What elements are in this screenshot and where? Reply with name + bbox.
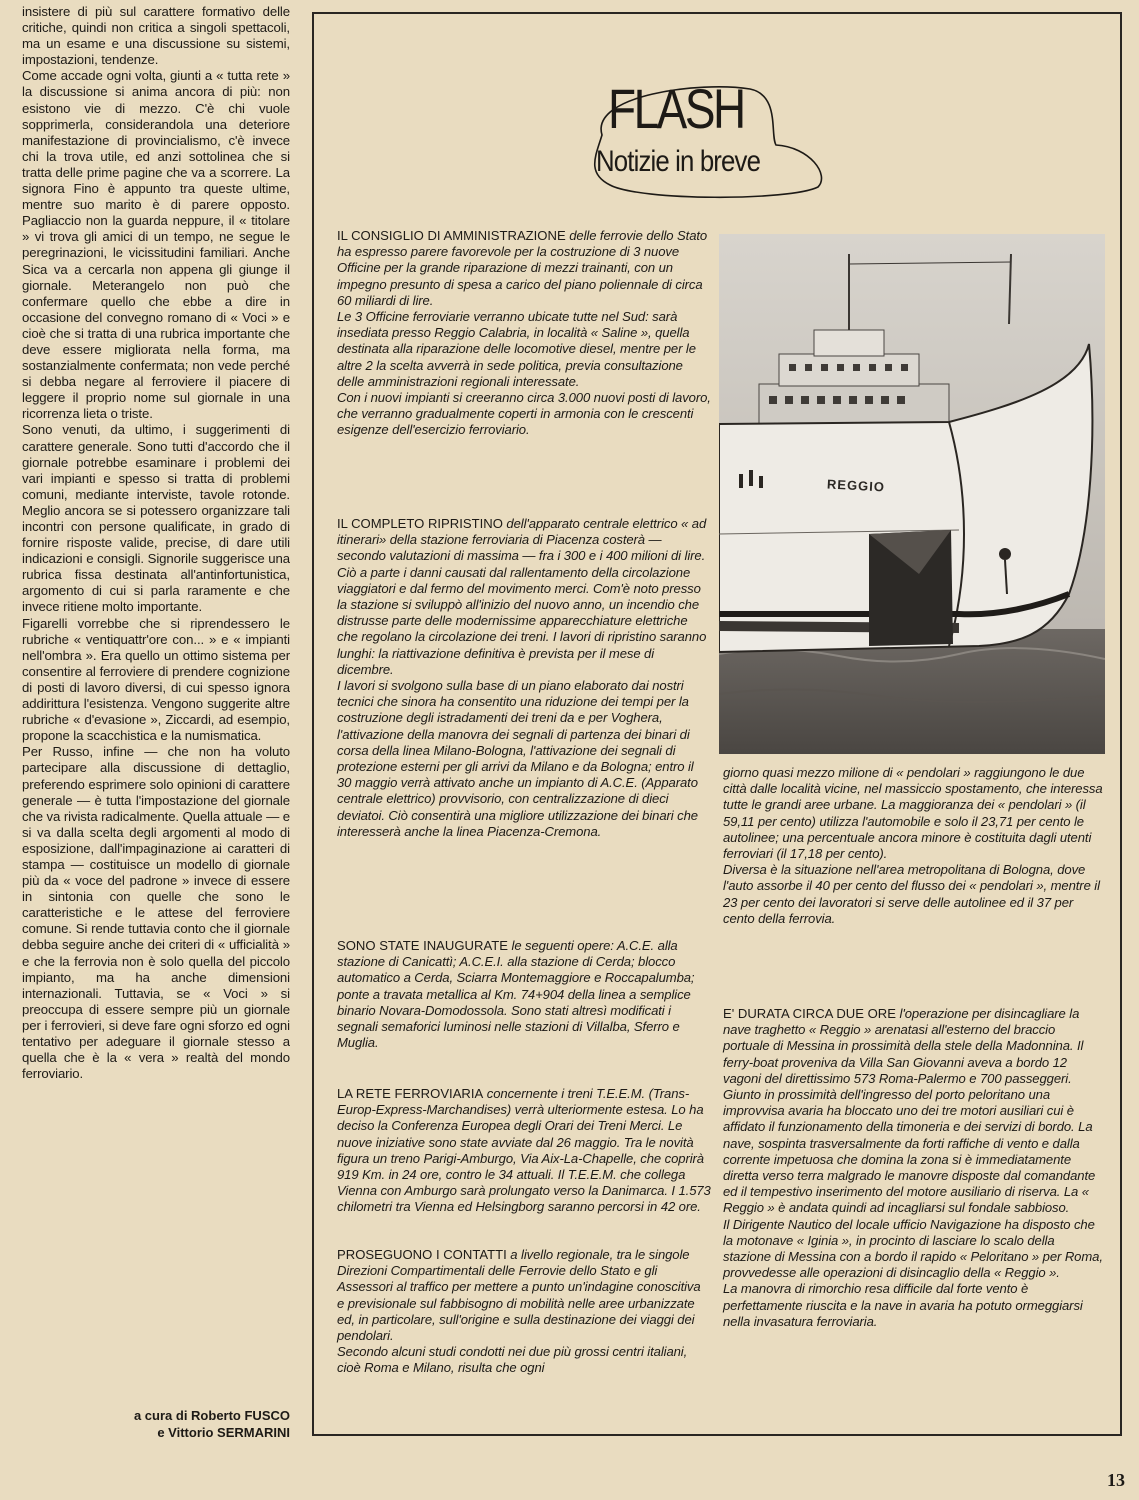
article-inaugurate: [337, 938, 711, 1051]
flash-title: FLASH: [608, 77, 744, 140]
left-paragraph: Figarelli vorrebbe che si riprendessero le rubriche « ventiquattr'ore con... » e « impianti nell'ombra ». Era quello un ottimo sistema per consentire al ferroviere di prendere cognizione di posti di lavoro diversi, di cui spesso ignora addirittura l'esistenza. Vengono suggerite altre rubriche « d'evasione », Ziccardi, ad esempio, propone la scacchistica e la numismatica.: [22, 615, 290, 744]
article-paragraph: La manovra di rimorchio resa difficile dal forte vento è perfettamente riuscita e la nave in avaria ha potuto ormeggiarsi nella invasatura ferroviaria.: [723, 1281, 1083, 1329]
ferry-photo: [719, 234, 1105, 754]
article-text: a livello regionale, tra le singole Direzioni Compartimentali delle Ferrovie dello Stato e gli Assessori al traffico per mettere a punto un'indagine conoscitiva e previsionale sul fabbisogno di mobilità nelle aree urbanizzate ed, in particolare, sull'origine e sulla destinazione dei viaggi dei pendolari.: [337, 1247, 701, 1344]
article-pendolari: [723, 765, 1105, 927]
article-text: le seguenti opere: A.C.E. alla stazione di Canicattì; A.C.E.I. alla stazione di Cerda; blocco automatico a Cerda, Sciarra Montemaggiore e Roccapalumba; ponte a travata metallica al Km. 74+904 della linea a semplice binario Novara-Domodossola. Sono stati altresì modificati i segnali semaforici luminosi nelle stazioni di Villalba, Sferro e Muglia.: [337, 938, 695, 1051]
article-text: dell'apparato centrale elettrico « ad itinerari» della stazione ferroviaria di Piacenza costerà — secondo valutazioni di massima — fra i 300 e i 400 milioni di lire. Ciò a parte i danni causati dal rallentamento della circolazione viaggiatori e dal fermo del movimento merci. Com'è noto presso la stazione si sviluppò all'inizio del nuovo anno, un incendio che distrusse parte delle modernissime apparecchiature elettriche che regolano la circolazione dei treni. I lavori di ripristino saranno lunghi: la riattivazione definitiva è prevista per il mese di dicembre.: [337, 516, 707, 677]
author-credits: [60, 1407, 290, 1441]
ferry-ship-icon: [719, 234, 1105, 754]
article-text: concernente i treni T.E.E.M. (Trans-Europ-Express-Marchandises) verrà ulteriormente estesa. Lo ha deciso la Conferenza Europea degli Orari dei Treni Merci. Le nuove iniziative sono state avviate dal 26 maggio. Tra le novità figura un treno Parigi-Amburgo, Via Aix-La-Chapelle, che coprirà 919 Km. in 24 ore, contro le 34 attuali. Il T.E.E.M. che collega Vienna con Amburgo sarà prolungato verso la Danimarca. I 1.573 chilometri tra Vienna ed Helsingborg saranno percorsi in 42 ore.: [337, 1086, 711, 1215]
left-paragraph: Per Russo, infine — che non ha voluto partecipare alla discussione di dettaglio, preferendo esprimere solo opinioni di carattere generale — è tutta l'impostazione del giornale che va rivista radicalmente. Quella attuale — e si va dalla scelta degli argomenti al modo di esposizione, dall'impaginazione ai caratteri di stampa — costituisce un modello di giornale più da « voce del padrone » invece di essere in sintonia con quelle che sono le caratteristiche e le attese del ferroviere comune. Si rende tuttavia conto che il giornale debba seguire anche dei criteri di « ufficialità » e che la ferrovia non è solo quella del piccolo impianto, ma ha anche dimensioni internazionali. Tuttavia, se « Voci » si preoccupa di essere sempre più un giornale per i ferrovieri, si deve fare ogni sforzo ed ogni tentativo per adeguare il giornale stesso a quella che è la « vera » realtà del mondo ferroviario.: [22, 744, 290, 1082]
article-paragraph: Il Dirigente Nautico del locale ufficio Navigazione ha disposto che la motonave « Iginia », in procinto di lasciare lo scalo della stazione di Messina con a bordo il rapido « Peloritano » per Roma, provvedesse alle operazioni di disincaglio della « Reggio ».: [723, 1216, 1103, 1281]
article-lead: E' DURATA CIRCA DUE ORE: [723, 1006, 896, 1021]
article-paragraph: I lavori si svolgono sulla base di un piano elaborato dai nostri tecnici che sinora ha consentito una riduzione dei tempi per la costruzione degli istradamenti dei treni da e per Voghera, l'attivazione della manovra dei segnali di partenza dei binari di corsa della linea Milano-Bologna, l'attivazione dei segnali di protezione esterni per gli arrivi da Milano e da Bologna; entro il 30 maggio verrà attivato anche un impianto di A.C.E. (Apparato centrale elettrico) provvisorio, con centralizzazione di dieci deviatoi. Ciò consentirà una migliore utilizzazione dei binari che interesserà anche la linea Piacenza-Cremona.: [337, 678, 698, 839]
article-contatti: [337, 1247, 711, 1377]
article-rete-ferroviaria: [337, 1086, 711, 1216]
left-paragraph: Sono venuti, da ultimo, i suggerimenti di carattere generale. Sono tutti d'accordo che il giornale potrebbe esaminare i problemi dei vari impianti e spesso si tratta di problemi comuni, mediante interviste, tavole rotonde. Meglio ancora se si potessero organizzare tali incontri con persone qualificate, in grado di fornire risposte valide, precise, di dare utili indicazioni e consigli. Signorile suggerisce una rubrica fissa destinata all'antinfortunistica, argomento di cui si parla raramente e che invece ritiene molto importante.: [22, 422, 290, 615]
article-lead: SONO STATE INAUGURATE: [337, 938, 508, 953]
article-paragraph: Le 3 Officine ferroviarie verranno ubicate tutte nel Sud: sarà insediata presso Reggio Calabria, in località « Saline », quella destinata alla riparazione delle locomotive diesel, mentre per le altre 2 la scelta avverrà in sede politica, previa consultazione delle amministrazioni regionali interessate.: [337, 309, 696, 389]
article-paragraph: Diversa è la situazione nell'area metropolitana di Bologna, dove l'auto assorbe il 40 per cento del flusso dei « pendolari », mentre il 23 per cento dei lavoratori si serve delle autolinee ed il 37 per cento della ferrovia.: [723, 862, 1100, 926]
flash-badge: [580, 75, 832, 203]
article-consiglio: [337, 228, 711, 439]
article-ripristino: [337, 516, 711, 840]
article-paragraph: Con i nuovi impianti si creeranno circa 3.000 nuovi posti di lavoro, che verranno gradualmente coperti in armonia con le crescenti esigenze dell'esercizio ferroviario.: [337, 390, 711, 438]
flash-subtitle: Notizie in breve: [596, 145, 761, 178]
article-paragraph: giorno quasi mezzo milione di « pendolari » raggiungono le due città dalle località vicine, nel massiccio spostamento, che interessa tutte le grandi aree urbane. La maggioranza dei « pendolari » (il 59,11 per cento) utilizza l'automobile e solo il 23,71 per cento le autolinee; una percentuale ancora minore è costituita dagli utenti ferroviari (il 17,18 per cento).: [723, 765, 1103, 862]
left-paragraph: insistere di più sul carattere formativo delle critiche, quindi non critica a singoli spettacoli, ma un esame e una discussione su sistemi, impostazioni, tendenze.: [22, 4, 290, 68]
ship-name-label: REGGIO: [826, 476, 886, 495]
left-paragraph: Come accade ogni volta, giunti a « tutta rete » la discussione si anima ancora di più: non esistono vie di mezzo. C'è chi vuole sopprimerla, considerandola una deteriore manifestazione di provincialismo, c'è invece chi la trova utile, ed anzi sottolinea che si tratta delle prime pagine che va a scorrere. La signora Fino è appunto tra queste ultime, mentre suo marito è di parere opposto. Pagliaccio non la guarda neppure, il « titolare » vi trova gli amici di un tempo, ne segue le peregrinazioni, le vicissitudini familiari. Anche Sica va a cercarla non appena gli giunge il giornale. Meterangelo non può che confermare quello che ebbe a dire in occasione del convegno romano di « Voci » e cioè che si tratta di una rubrica importante che deve essere migliorata nella forma, ma sostanzialmente confermata; non vede perché si debba negare al ferroviere il piacere di leggere il proprio nome sul giornale in una ricorrenza lieta o triste.: [22, 68, 290, 422]
left-column-text: [22, 4, 290, 1442]
article-lead: PROSEGUONO I CONTATTI: [337, 1247, 507, 1262]
article-paragraph: Secondo alcuni studi condotti nei due più grossi centri italiani, cioè Roma e Milano, risulta che ogni: [337, 1344, 688, 1376]
article-text: delle ferrovie dello Stato ha espresso parere favorevole per la costruzione di 3 nuove Officine per la grande riparazione di mezzi trainanti, con un impegno presunto di spesa a carico del piano poliennale di circa 60 miliardi di lire.: [337, 228, 708, 308]
credit-line: a cura di Roberto FUSCO: [133, 1408, 290, 1423]
article-lead: LA RETE FERROVIARIA: [337, 1086, 484, 1101]
article-lead: IL COMPLETO RIPRISTINO: [337, 516, 503, 531]
article-lead: IL CONSIGLIO DI AMMINISTRAZIONE: [337, 228, 566, 243]
page-number: 13: [1107, 1470, 1125, 1490]
credit-line: e Vittorio SERMARINI: [157, 1425, 290, 1440]
article-text: l'operazione per disincagliare la nave traghetto « Reggio » arenatasi all'esterno del braccio portuale di Messina in prossimità della stele della Madonnina. Il ferry-boat proveniva da Villa San Giovanni aveva a bordo 12 vagoni del direttissimo 573 Roma-Palermo e 700 passeggeri. Giunto in prossimità dell'ingresso del porto peloritano una improvvisa avaria ha bloccato uno dei tre motori ausiliari cui è affidato il funzionamento della timoneria e dei servizi di bordo. La nave, sospinta trasversalmente da forti raffiche di vento e dalla corrente impetuosa che domina la zona si è immediatamente diretta verso terra malgrado le manovre disposte dal comandante ed il tempestivo inserimento del motore ausiliario di riserva. La « Reggio » è andata quindi ad incagliarsi sul fondale sabbioso.: [723, 1006, 1096, 1216]
article-reggio: [723, 1006, 1105, 1330]
